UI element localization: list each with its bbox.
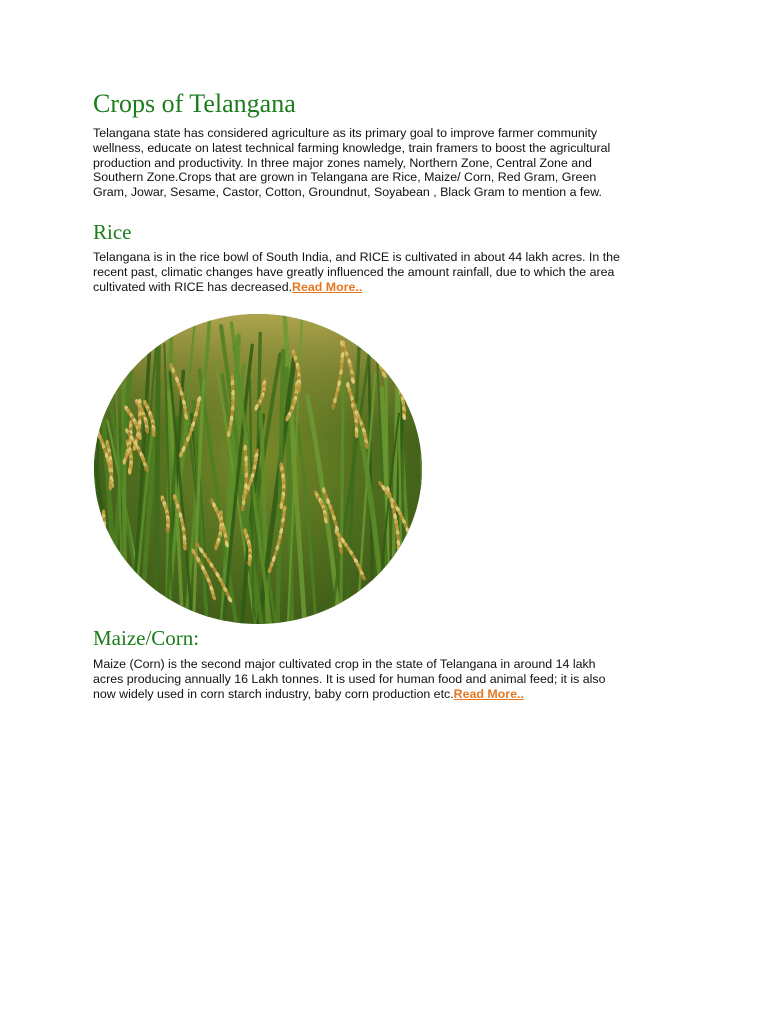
rice-paragraph	[93, 250, 620, 294]
intro-line: wellness, educate on latest technical farming knowledge, train framers to boost the agricultural	[93, 140, 611, 155]
rice-line-last	[93, 280, 620, 295]
page-title: Crops of Telangana	[93, 89, 296, 118]
maize-line: acres producing annually 16 Lakh tonnes. It is used for human food and animal feed; it is also	[93, 671, 606, 686]
intro-line: Telangana state has considered agriculture as its primary goal to improve farmer community	[93, 126, 598, 140]
intro-line: production and productivity. In three major zones namely, Northern Zone, Central Zone and	[93, 155, 592, 170]
intro-line: Gram, Jowar, Sesame, Castor, Cotton, Groundnut, Soyabean , Black Gram to mention a few.	[93, 185, 602, 200]
maize-line: Maize (Corn) is the second major cultivated crop in the state of Telangana in around 14 lakh	[93, 657, 596, 671]
maize-heading: Maize/Corn:	[93, 626, 200, 650]
rice-heading: Rice	[93, 220, 132, 244]
maize-read-more-link[interactable]: Read More..	[453, 686, 524, 701]
rice-line: recent past, climatic changes have greatly influenced the amount rainfall, due to which the area	[93, 264, 615, 279]
rice-line-text: cultivated with RICE has decreased.	[93, 279, 293, 294]
intro-line: Southern Zone.Crops that are grown in Telangana are Rice, Maize/ Corn, Red Gram, Green	[93, 170, 597, 185]
intro-paragraph	[93, 126, 610, 200]
rice-line: Telangana is in the rice bowl of South India, and RICE is cultivated in about 44 lakh acres. In the	[93, 250, 620, 264]
maize-paragraph	[93, 657, 605, 701]
rice-read-more-link[interactable]: Read More..	[292, 279, 363, 294]
rice-field-image	[94, 314, 422, 624]
maize-line-last	[93, 687, 605, 702]
maize-line-text: now widely used in corn starch industry, baby corn production etc.	[93, 686, 454, 701]
